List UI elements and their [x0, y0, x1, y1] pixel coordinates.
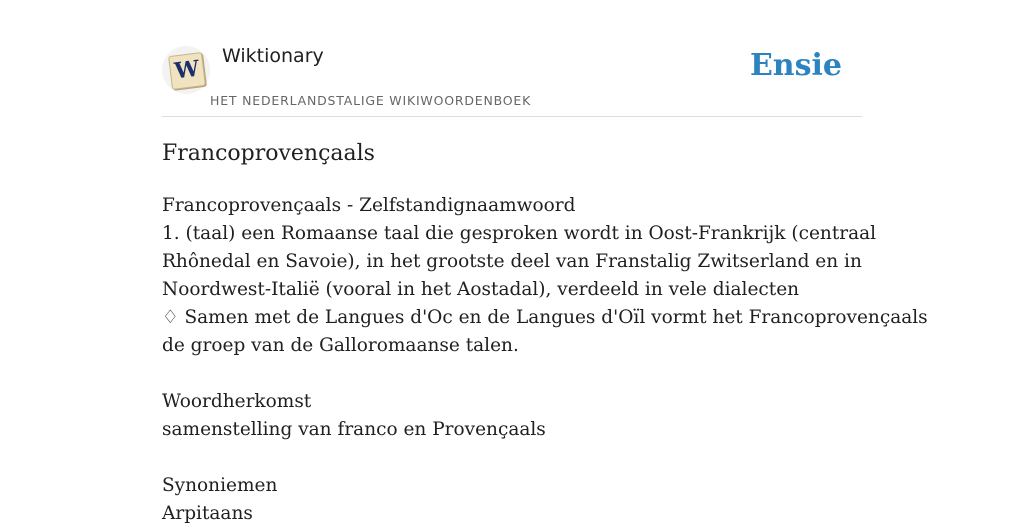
spacer — [162, 360, 862, 388]
example-line: ♢ Samen met de Langues d'Oc en de Langues d'Oïl vormt het Francoprovençaals — [162, 307, 928, 328]
definition-heading: Francoprovençaals - Zelfstandignaamwoord — [162, 195, 576, 216]
definition-line: 1. (taal) een Romaanse taal die gesproken wordt in Oost-Frankrijk (centraal — [162, 223, 877, 244]
page-title: Francoprovençaals — [162, 141, 375, 166]
article-body — [162, 192, 928, 528]
definition-line: Rhônedal en Savoie), in het grootste deel van Franstalig Zwitserland en in — [162, 251, 862, 272]
etymology-text: samenstelling van franco en Provençaals — [162, 419, 546, 440]
definition-line: Noordwest-Italië (vooral in het Aostadal), verdeeld in vele dialecten — [162, 279, 800, 300]
ensie-brand-logo[interactable]: Ensie — [749, 48, 842, 83]
article — [162, 138, 928, 528]
spacer — [162, 444, 862, 472]
example-line: de groep van de Galloromaanse talen. — [162, 335, 519, 356]
synonyms-heading: Synoniemen — [162, 475, 278, 496]
site-tagline: HET NEDERLANDSTALIGE WIKIWOORDENBOEK — [210, 93, 532, 108]
wiktionary-logo[interactable] — [162, 46, 210, 94]
synonym-item: Arpitaans — [162, 503, 253, 524]
site-name[interactable]: Wiktionary — [222, 45, 324, 67]
site-header — [162, 40, 862, 117]
wiktionary-logo-icon: W — [168, 52, 206, 90]
etymology-heading: Woordherkomst — [162, 391, 312, 412]
